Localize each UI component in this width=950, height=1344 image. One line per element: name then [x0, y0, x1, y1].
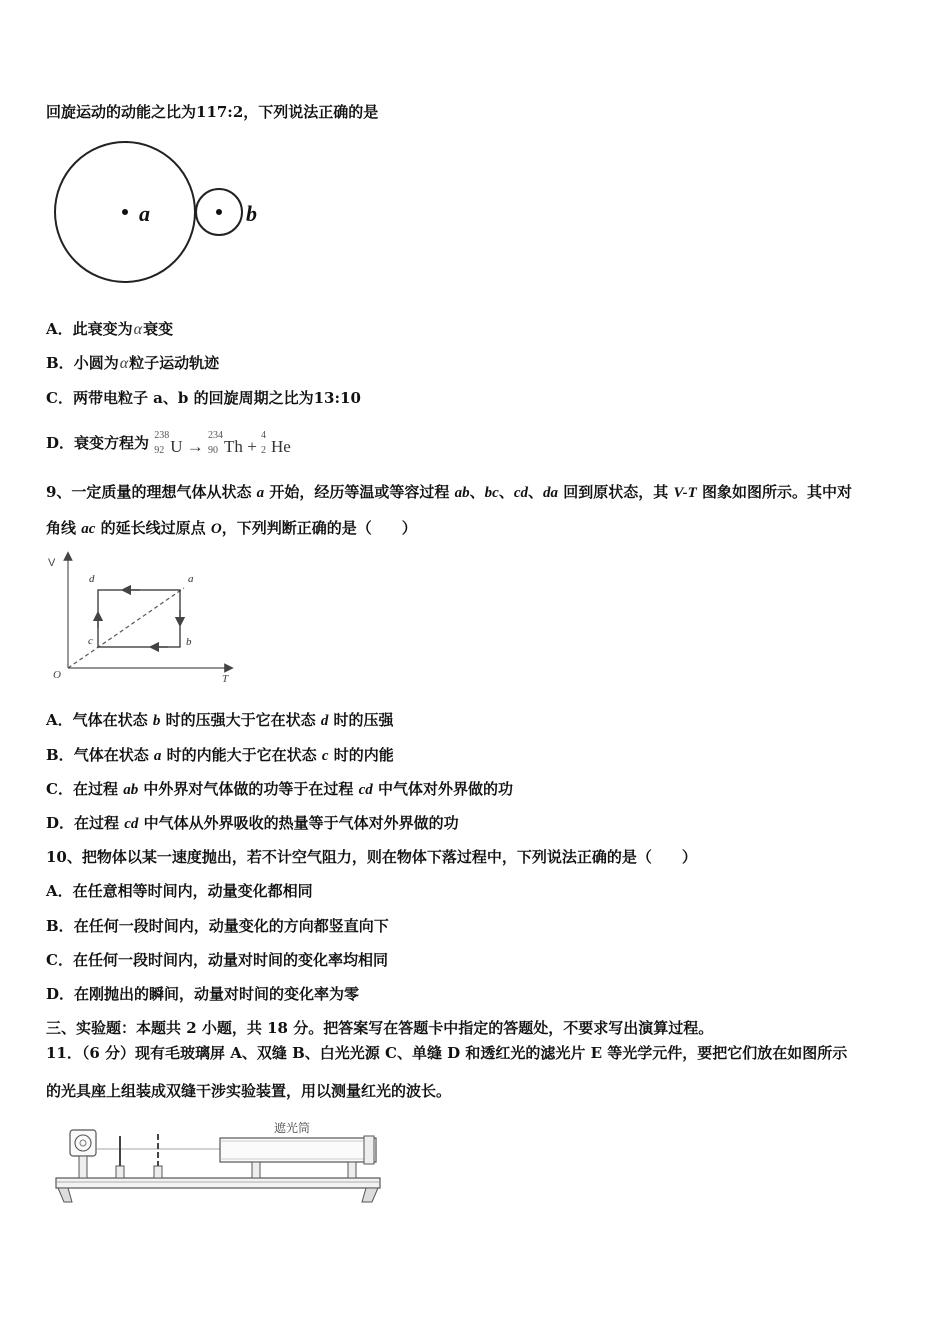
uranium-nuclide: 238 92 U	[154, 430, 183, 456]
section3-heading: 三、实验题：本题共 2 小题，共 18 分。把答案写在答题卡中指定的答题处，不要求写出演算过程。	[46, 1019, 714, 1037]
alpha-symbol: α	[133, 321, 143, 338]
arrow: →	[186, 437, 204, 456]
bench-rail	[56, 1178, 380, 1188]
q8-option-b: B．小圆为α粒子运动轨迹	[46, 354, 220, 372]
q9-option-b: B．气体在状态 a 时的内能大于它在状态 c 时的内能	[46, 746, 394, 764]
helium-nuclide: 4 2 He	[261, 430, 291, 456]
vt-graph	[44, 550, 244, 690]
q10-option-d: D．在刚抛出的瞬间，动量对时间的变化率为零	[46, 985, 360, 1003]
option-letter: B．	[46, 354, 74, 372]
circles-figure	[50, 135, 280, 295]
q9-option-c: C．在过程 ab 中外界对气体做的功等于在过程 cd 中气体对外界做的功	[46, 780, 514, 798]
alpha-symbol: α	[119, 355, 129, 372]
tube-label: 遮光筒	[274, 1121, 311, 1135]
q9-stem-line1: 9、一定质量的理想气体从状态 a 开始，经历等温或等容过程 ab、bc、cd、da 回到原状态，其 V-T 图象如图所示。其中对	[46, 483, 853, 501]
plus-sign: +	[247, 437, 257, 456]
q9-stem-line2: 角线 ac 的延长线过原点 O，下列判断正确的是（ ）	[46, 519, 417, 537]
q8-option-c: C．两带电粒子 a、b 的回旋周期之比为13:10	[46, 389, 361, 407]
q9-option-a: A．气体在状态 b 时的压强大于它在状态 d 时的压强	[46, 711, 394, 729]
q8-option-a: A．此衰变为α衰变	[46, 320, 174, 338]
origin-label: O	[53, 669, 61, 681]
center-dot-b	[216, 209, 222, 215]
light-source-housing	[70, 1130, 96, 1156]
label-b: b	[246, 201, 257, 226]
v-axis-label: V	[48, 557, 56, 569]
option-letter: C．	[46, 389, 73, 407]
option-letter: A．	[46, 320, 73, 338]
q10-stem: 10、把物体以某一速度抛出，若不计空气阻力，则在物体下落过程中，下列说法正确的是（ ）	[46, 848, 697, 866]
q8-option-d: D．衰变方程为 238 92 U → 234 90 Th + 4 2 He	[46, 430, 291, 456]
light-shield-tube	[220, 1138, 376, 1162]
q10-option-c: C．在任何一段时间内，动量对时间的变化率均相同	[46, 951, 388, 969]
bench-foot-right	[362, 1188, 378, 1202]
q9-option-d: D．在过程 cd 中气体从外界吸收的热量等于气体对外界做的功	[46, 814, 459, 832]
label-a: a	[139, 201, 150, 226]
t-axis-label: T	[222, 673, 229, 685]
q10-option-b: B．在任何一段时间内，动量变化的方向都竖直向下	[46, 917, 389, 935]
optical-bench-figure	[52, 1116, 386, 1212]
option-letter: D．	[46, 434, 75, 452]
q11-line1: 11．（6 分）现有毛玻璃屏 A、双缝 B、白光光源 C、单缝 D 和透红光的滤光片 E 等光学元件，要把它们放在如图所示	[46, 1044, 848, 1062]
intro-text: 回旋运动的动能之比为117:2，下列说法正确的是	[46, 103, 379, 121]
point-b: b	[186, 636, 192, 648]
center-dot-a	[122, 209, 128, 215]
point-a: a	[188, 573, 194, 585]
q10-option-a: A．在任意相等时间内，动量变化都相同	[46, 882, 313, 900]
thorium-nuclide: 234 90 Th	[208, 430, 243, 456]
diagonal-ac	[68, 588, 184, 668]
point-c: c	[88, 635, 93, 647]
bench-foot-left	[58, 1188, 72, 1202]
q11-line2: 的光具座上组装成双缝干涉实验装置，用以测量红光的波长。	[46, 1082, 452, 1100]
point-d: d	[89, 573, 95, 585]
